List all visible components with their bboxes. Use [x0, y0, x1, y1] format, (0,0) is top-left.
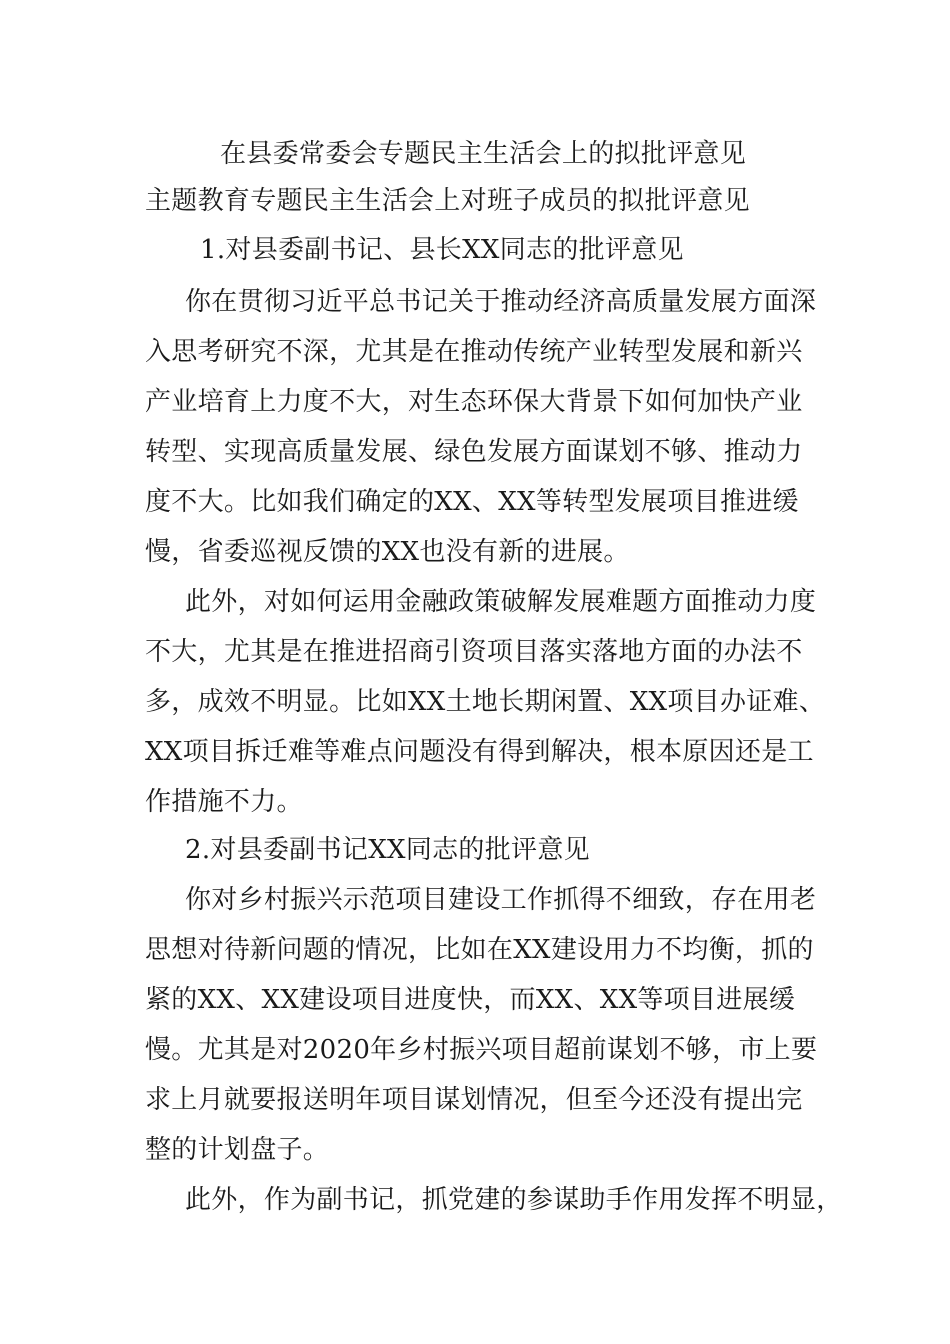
paragraph-line: 产业培育上力度不大，对生态环保大背景下如何加快产业	[145, 387, 803, 417]
paragraph-line: 紧的XX、XX建设项目进度快，而XX、XX等项目进展缓	[145, 985, 796, 1015]
paragraph-line: 求上月就要报送明年项目谋划情况，但至今还没有提出完	[145, 1085, 803, 1115]
paragraph-line: 你对乡村振兴示范项目建设工作抓得不细致，存在用老	[185, 885, 817, 915]
paragraph-line: 不大，尤其是在推进招商引资项目落实落地方面的办法不	[145, 637, 803, 667]
paragraph-line: 度不大。比如我们确定的XX、XX等转型发展项目推进缓	[145, 487, 799, 517]
paragraph-line: 作措施不力。	[145, 787, 303, 817]
paragraph-line: 转型、实现高质量发展、绿色发展方面谋划不够、推动力	[145, 437, 803, 467]
paragraph-line: 思想对待新问题的情况，比如在XX建设用力不均衡，抓的	[145, 935, 814, 965]
document-subtitle: 主题教育专题民主生活会上对班子成员的拟批评意见	[145, 186, 750, 216]
document-title: 在县委常委会专题民主生活会上的拟批评意见	[220, 139, 747, 169]
paragraph-line: 入思考研究不深，尤其是在推动传统产业转型发展和新兴	[145, 337, 803, 367]
paragraph-line: 此外，作为副书记，抓党建的参谋助手作用发挥不明显，	[185, 1185, 843, 1215]
paragraph-line: 你在贯彻习近平总书记关于推动经济高质量发展方面深	[185, 287, 817, 317]
paragraph-line: 多，成效不明显。比如XX土地长期闲置、XX项目办证难、	[145, 687, 826, 717]
paragraph-line: 整的计划盘子。	[145, 1135, 330, 1165]
paragraph-line: 慢，省委巡视反馈的XX也没有新的进展。	[145, 537, 630, 567]
section-1-heading: 1.对县委副书记、县长XX同志的批评意见	[200, 235, 684, 265]
section-2-heading: 2.对县委副书记XX同志的批评意见	[185, 835, 590, 865]
paragraph-line: 慢。尤其是对2020年乡村振兴项目超前谋划不够，市上要	[145, 1035, 818, 1065]
paragraph-line: XX项目拆迁难等难点问题没有得到解决，根本原因还是工	[145, 737, 814, 767]
paragraph-line: 此外，对如何运用金融政策破解发展难题方面推动力度	[185, 587, 817, 617]
